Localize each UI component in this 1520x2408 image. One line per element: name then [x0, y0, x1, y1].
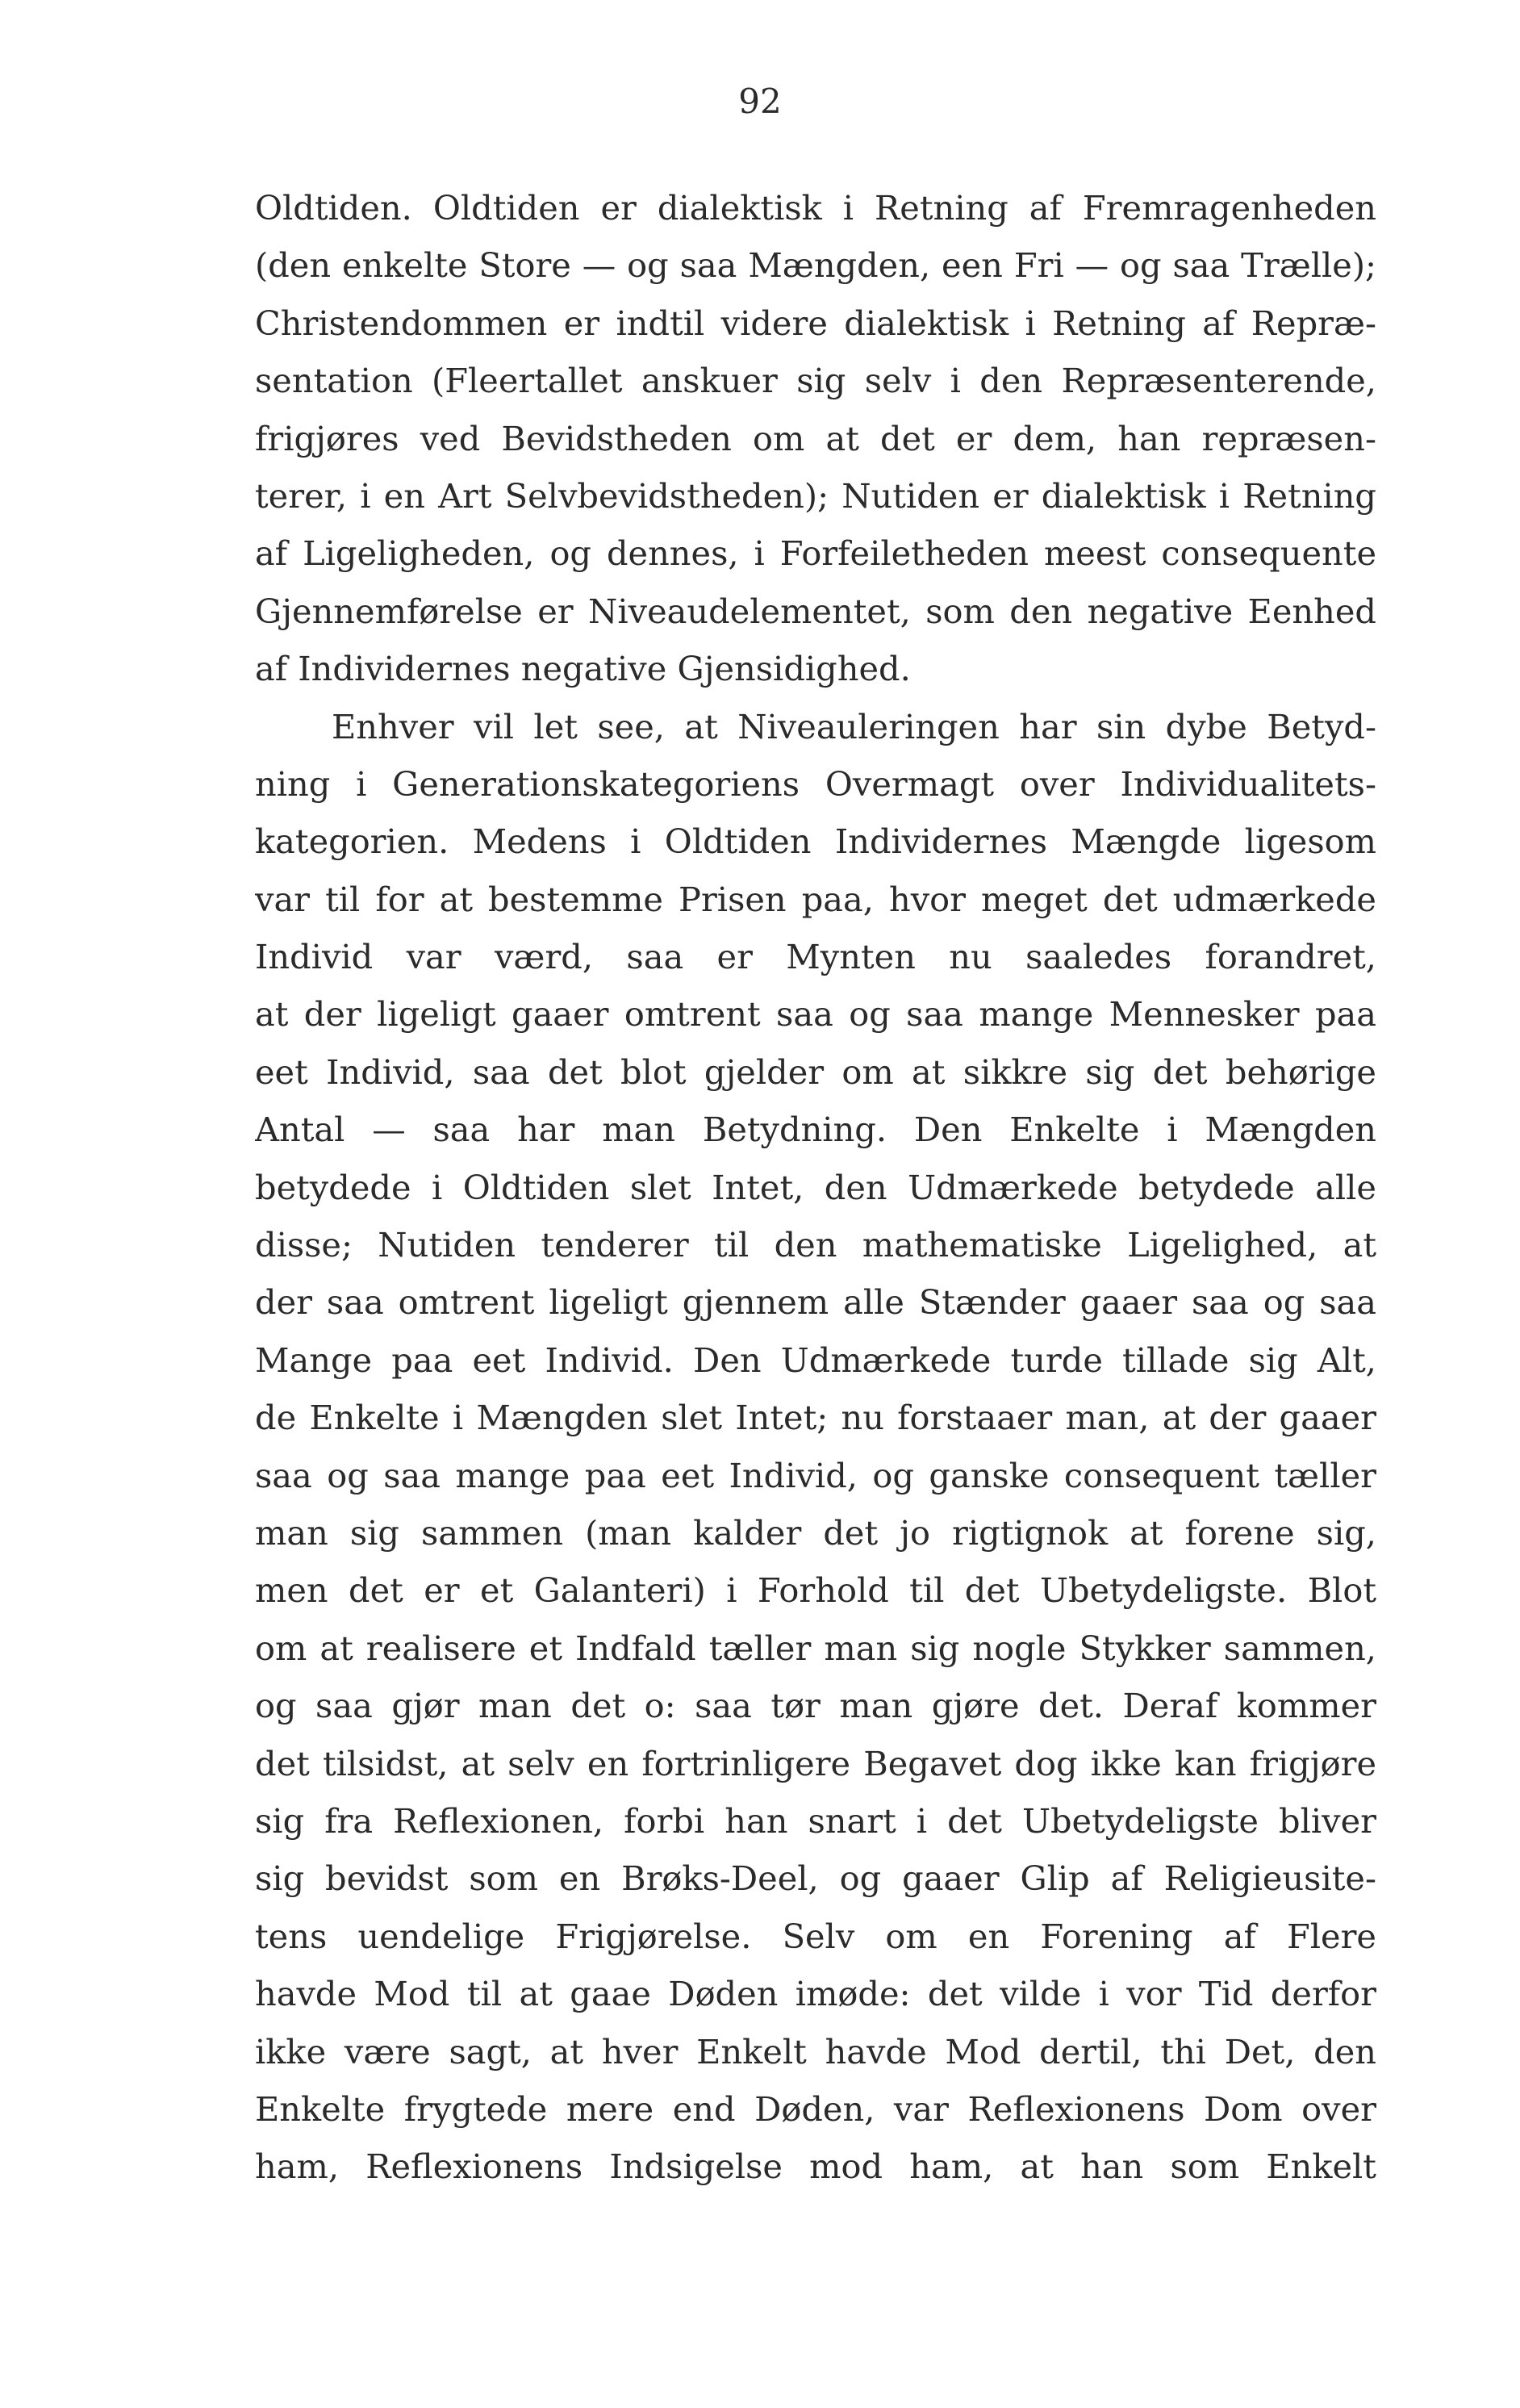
text-line: Mange paa eet Individ. Den Udmærkede turde tillade sig Alt, — [255, 1340, 1376, 1380]
body-text — [255, 179, 1376, 2196]
text-line: kategorien. Medens i Oldtiden Individernes Mængde ligesom — [255, 821, 1376, 862]
text-line: om at realisere et Indfald tæller man sig nogle Stykker sammen, — [255, 1628, 1376, 1668]
text-line: ham, Reflexionens Indsigelse mod ham, at han som Enkelt — [255, 2147, 1376, 2187]
text-line: sentation (Fleertallet anskuer sig selv i den Repræsenterende, — [255, 361, 1376, 401]
text-line: at der ligeligt gaaer omtrent saa og saa mange Mennesker paa — [255, 994, 1376, 1035]
page-number: 92 — [738, 82, 782, 121]
text-line: tens uendelige Frigjørelse. Selv om en Forening af Flere — [255, 1916, 1376, 1956]
text-line: Enhver vil let see, at Niveauleringen har sin dybe Betyd- — [332, 706, 1376, 746]
text-line: saa og saa mange paa eet Individ, og ganske consequent tæller — [255, 1455, 1376, 1495]
text-line: disse; Nutiden tenderer til den mathematiske Ligelighed, at — [255, 1225, 1376, 1265]
text-line: (den enkelte Store — og saa Mængden, een Fri — og saa Trælle); — [255, 245, 1376, 286]
text-line: Oldtiden. Oldtiden er dialektisk i Retning af Fremragenheden — [255, 188, 1376, 228]
text-line: sig bevidst som en Brøks-Deel, og gaaer Glip af Religieusite- — [255, 1858, 1376, 1899]
text-line: og saa gjør man det o: saa tør man gjøre det. Deraf kommer — [255, 1686, 1376, 1726]
text-line: betydede i Oldtiden slet Intet, den Udmærkede betydede alle — [255, 1167, 1376, 1207]
text-line: Christendommen er indtil videre dialektisk i Retning af Repræ- — [255, 303, 1376, 343]
text-line: eet Individ, saa det blot gjelder om at sikkre sig det behørige — [255, 1051, 1376, 1092]
text-line: ning i Generationskategoriens Overmagt over Individualitets- — [255, 763, 1376, 804]
text-line: det tilsidst, at selv en fortrinligere Begavet dog ikke kan frigjøre — [255, 1743, 1376, 1783]
text-line: frigjøres ved Bevidstheden om at det er dem, han repræsen- — [255, 418, 1376, 458]
text-line: af Individernes negative Gjensidighed. — [255, 649, 911, 689]
text-line: Antal — saa har man Betydning. Den Enkelte i Mængden — [255, 1110, 1376, 1150]
text-line: man sig sammen (man kalder det jo rigtignok at forene sig, — [255, 1512, 1376, 1553]
text-line: sig fra Reflexionen, forbi han snart i det Ubetydeligste bliver — [255, 1800, 1376, 1841]
text-line: Gjennemførelse er Niveaudelementet, som den negative Eenhed — [255, 591, 1376, 631]
text-line: ikke være sagt, at hver Enkelt havde Mod dertil, thi Det, den — [255, 2031, 1376, 2071]
text-line: Individ var værd, saa er Mynten nu saaledes forandret, — [255, 937, 1376, 977]
text-line: de Enkelte i Mængden slet Intet; nu forstaaer man, at der gaaer — [255, 1398, 1376, 1438]
text-line: var til for at bestemme Prisen paa, hvor meget det udmærkede — [255, 879, 1376, 919]
text-line: men det er et Galanteri) i Forhold til det Ubetydeligste. Blot — [255, 1570, 1376, 1611]
text-line: terer, i en Art Selvbevidstheden); Nutiden er dialektisk i Retning — [255, 475, 1376, 516]
text-line: af Ligeligheden, og dennes, i Forfeiletheden meest consequente — [255, 533, 1376, 574]
text-line: havde Mod til at gaae Døden imøde: det vilde i vor Tid derfor — [255, 1974, 1376, 2014]
text-line: Enkelte frygtede mere end Døden, var Reflexionens Dom over — [255, 2088, 1376, 2129]
text-line: der saa omtrent ligeligt gjennem alle Stænder gaaer saa og saa — [255, 1282, 1376, 1323]
